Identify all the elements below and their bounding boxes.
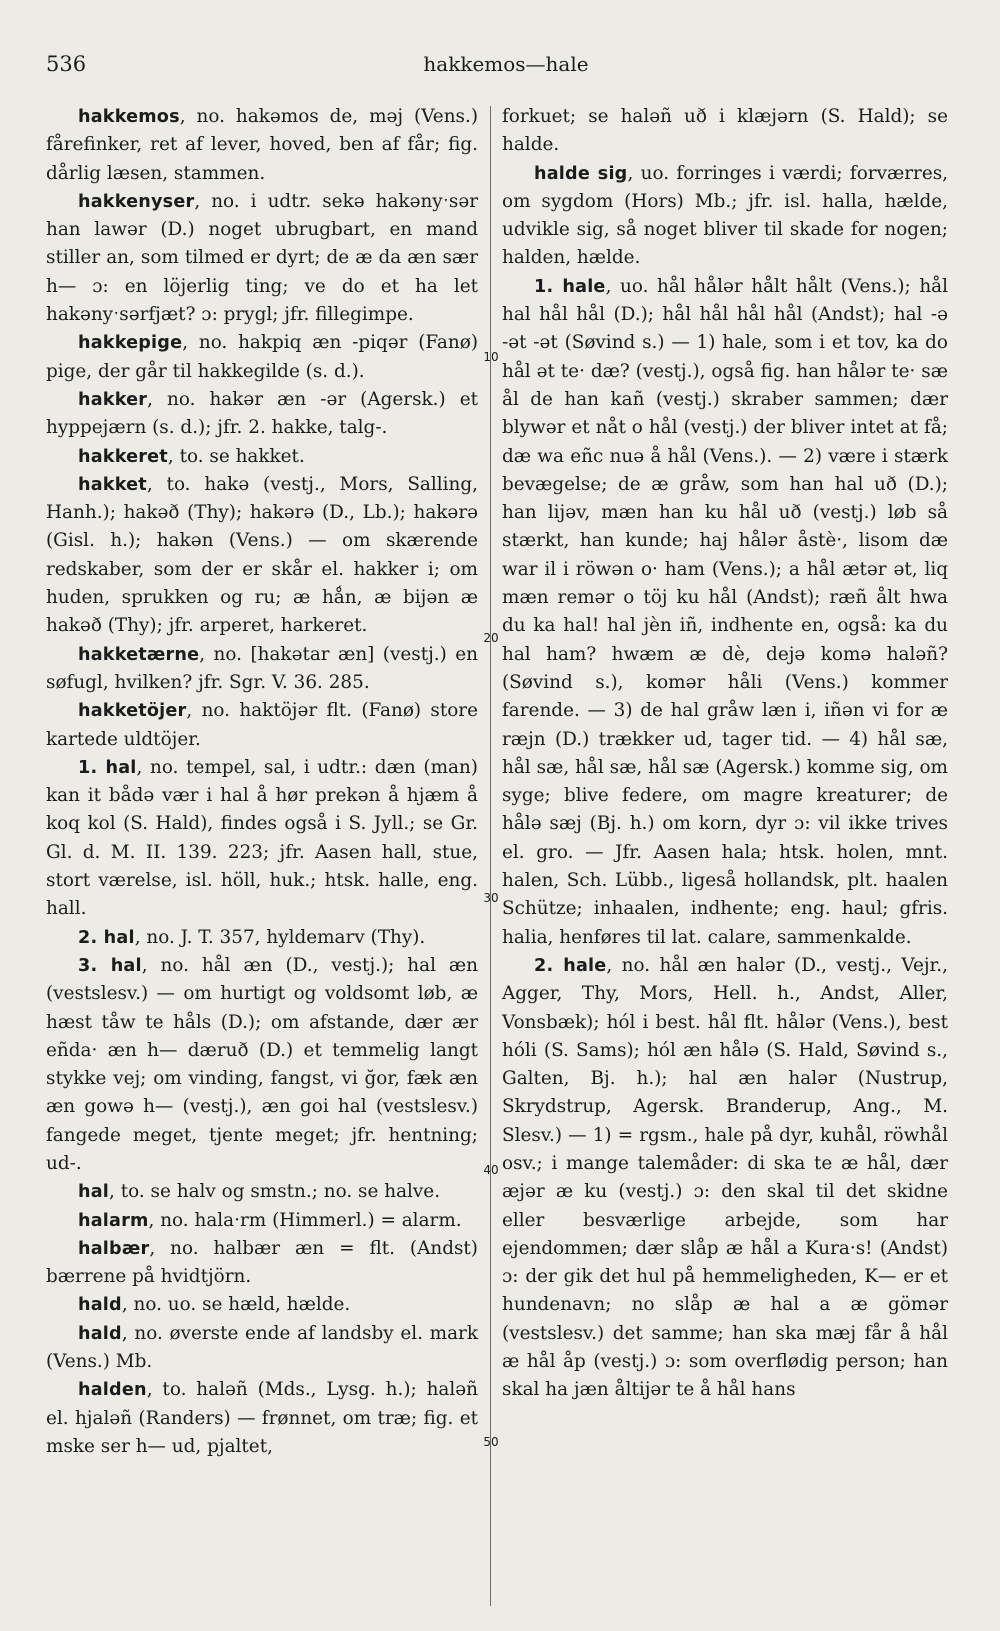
entry-headword: hald xyxy=(78,1323,122,1344)
entry-headword: halde sig xyxy=(534,163,628,184)
line-marker: 20 xyxy=(483,631,499,645)
entry-text: , no. øverste ende af landsby el. mark (Vens.) Mb. xyxy=(46,1322,478,1373)
entry-headword: hald xyxy=(78,1295,122,1316)
dictionary-entry xyxy=(46,1320,478,1377)
entry-headword: hal xyxy=(78,1182,110,1203)
entry-headword: hakkeret xyxy=(78,446,168,467)
entry-headword: halarm xyxy=(78,1210,149,1231)
entry-text: , no. halbær æn = flt. (Andst) bærrene på hvidtjörn. xyxy=(46,1237,478,1288)
entry-text: , no. J. T. 357, hyldemarv (Thy). xyxy=(134,926,426,948)
entry-text: , no. [hakətar æn] (vestj.) en søfugl, hvilken? jfr. Sgr. V. 36. 285. xyxy=(46,643,478,693)
entry-headword: 3. hal xyxy=(78,955,142,976)
dictionary-entry xyxy=(46,1235,478,1292)
dictionary-entry xyxy=(46,1207,478,1235)
entry-headword: hakketöjer xyxy=(78,701,187,722)
entry-text: , to. se halv og smstn.; no. se halve. xyxy=(109,1181,441,1203)
entry-headword: hakkemos xyxy=(78,107,180,127)
entry-headword: hakketærne xyxy=(78,644,200,665)
entry-text: , no. uo. se hæld, hælde. xyxy=(121,1294,351,1316)
entry-text: , uo. forringes i værdi; forværres, om sygdom (Hors) Mb.; jfr. isl. halla, hælde, udvikle sig, så noget bliver til skade for nogen; halden, hælde. xyxy=(502,162,948,269)
right-column xyxy=(502,103,948,1405)
entry-headword: 1. hal xyxy=(78,757,137,778)
line-marker: 40 xyxy=(483,1163,499,1177)
dictionary-entry xyxy=(46,386,478,443)
entry-headword: 2. hal xyxy=(78,927,135,948)
entry-text: , to. se hakket. xyxy=(167,445,305,467)
dictionary-entry xyxy=(46,471,478,641)
dictionary-entry xyxy=(46,924,478,952)
entry-headword: hakkepige xyxy=(78,333,183,354)
running-head: hakkemos—hale xyxy=(423,52,589,76)
entry-text: , no. hakər æn -ər (Agersk.) et hyppejærn (s. d.); jfr. 2. hakke, talg-. xyxy=(46,388,478,439)
dictionary-entry xyxy=(46,754,478,924)
entry-headword: hakker xyxy=(78,389,148,410)
line-marker: 30 xyxy=(483,891,499,905)
dictionary-entry xyxy=(46,697,478,754)
dictionary-entry xyxy=(46,1376,478,1461)
entry-text: , no. hakpiq æn -piqər (Fanø) pige, der går til hakkegilde (s. d.). xyxy=(46,332,478,382)
entry-text: , no. tempel, sal, i udtr.: dæn (man) kan it bådə vær i hal å hør prekən å hjæm å koq kol (S. Hald), findes også i S. Jyll.; se Gr. Gl. d. M. II. 139. 223; jfr. Aasen hall, stue, stort værelse, isl. höll, huk.; htsk. halle, eng. hall. xyxy=(46,756,478,920)
entry-text: , no. hakəmos de, məj (Vens.) fårefinker, ret af lever, hoved, ben af får; fig. dårlig læsen, stammen. xyxy=(46,106,478,184)
dictionary-entry xyxy=(502,273,948,952)
line-marker: 50 xyxy=(483,1435,499,1449)
dictionary-entry xyxy=(46,952,478,1178)
left-column xyxy=(46,103,478,1461)
column-divider xyxy=(490,106,491,1606)
entry-text: , to. haləñ (Mds., Lysg. h.); haləñ el. hjaləñ (Randers) — frønnet, om træ; fig. et mske ser h— ud, pjaltet, xyxy=(46,1379,478,1457)
dictionary-entry xyxy=(46,443,478,471)
entry-text: , uo. hål hålər hålt hålt (Vens.); hål hal hål hål (D.); hål hål hål hål (Andst); hal -ə -ət -ət (Søvind s.) — 1) hale, som i et tov, ka do hål ət te· dæ? (vestj.), også fig. han hålər te· sæ ål de han kañ (vestj.) skraber sammen; dær blywər et nåt o hål (vestj.) der bliver intet at få; dæ wa eñc nuə å hål (Vens.). — 2) være i stærk bevægelse; de æ gråw, som han hal uð (D.); han lijəv, mæn han ku hål uð (vestj.) løb så stærkt, han kunde; haj hålər åstè·, lisom dæ war il i röwən o· ham (Vens.); a hål ætər ət, liq mæn remər o töj ku hål (Andst); ræñ ålt hwa du ka hal! hal jèn iñ, indhente en, også: ka du hal ham? hwæm æ dè, dejə komə haləñ? (Søvind s.), komər håli (Vens.) kommer farende. — 3) de hal gråw læn i, iñən vi for æ ræjn (D.) trækker ud, tager tid. — 4) hål sæ, hål sæ, hål sæ, hål sæ (Agersk.) komme sig, om syge; blive federe, om magre kreaturer; de hålə sæj (Bj. h.) om korn, dyr ɔ: vil ikke trives el. gro. — Jfr. Aasen hala; htsk. holen, mnt. halen, Sch. Lübb., ligeså hollandsk, plt. haalen Schütze; inhaalen, indhente; eng. haul; gfris. halia, henføres til lat. calare, sammenkalde. xyxy=(502,275,949,948)
dictionary-entry xyxy=(46,188,478,329)
entry-headword: hakkenyser xyxy=(78,191,195,212)
entry-text: , to. hakə (vestj., Mors, Salling, Hanh.); hakəð (Thy); hakərə (D., Lb.); hakərə (Gisl. h.); hakən (Vens.) — om skærende redskaber, som der er skår el. hakker i; om huden, sprukken og ru; æ hǻn, æ bijən æ hakəð (Thy); jfr. arperet, harkeret. xyxy=(46,473,478,637)
entry-text: , no. i udtr. sekə hakənyˑsər han lawər (D.) noget ubrugbart, en mand stiller an, som tilmed er dyrt; de æ da æn sær h— ɔ: en löjerlig ting; ve do et ha let hakənyˑsərfjæt? ɔ: prygl; jfr. fillegimpe. xyxy=(46,190,478,326)
entry-headword: halden xyxy=(78,1380,147,1401)
dictionary-entry xyxy=(502,103,948,160)
dictionary-entry xyxy=(46,329,478,386)
entry-text: , no. hål æn (D., vestj.); hal æn (vestslesv.) — om hurtigt og voldsomt løb, æ hæst tåw te håls (D.); om afstande, dær ær eñda· æn h— dæruð (D.) et temmelig langt stykke vej; om vinding, fangst, vi ğor, fæk æn æn gowə h— (vestj.), æn goi hal (vestslesv.) fangede meget, tjente meget; jfr. hentning; ud-. xyxy=(46,954,478,1174)
entry-headword: hakket xyxy=(78,474,147,495)
page-number: 536 xyxy=(46,52,87,76)
dictionary-entry xyxy=(46,103,478,188)
line-marker: 10 xyxy=(483,350,499,364)
entry-headword: 2. hale xyxy=(534,955,607,976)
entry-text: , no. haktöjər flt. (Fanø) store kartede uldtöjer. xyxy=(46,700,478,750)
entry-text: , no. hala·rm (Himmerl.) = alarm. xyxy=(148,1209,462,1231)
dictionary-entry xyxy=(46,1178,478,1206)
entry-headword: halbær xyxy=(78,1238,150,1259)
page-header xyxy=(46,52,966,82)
entry-text: forkuet; se haləñ uð i klæjərn (S. Hald); se halde. xyxy=(502,106,948,156)
dictionary-entry xyxy=(46,1291,478,1319)
dictionary-entry xyxy=(502,160,948,273)
dictionary-entry xyxy=(46,641,478,698)
entry-headword: 1. hale xyxy=(534,276,606,297)
entry-text: , no. hål æn halər (D., vestj., Vejr., Agger, Thy, Mors, Hell. h., Andst, Aller, Vonsbæk); hól i best. hål flt. hålər (Vens.), best hóli (S. Sams); hól æn hålə (S. Hald, Søvind s., Galten, Bj. h.); hal æn halər (Nustrup, Skrydstrup, Agersk. Branderup, Ang., M. Slesv.) — 1) = rgsm., hale på dyr, kuhål, röwhål osv.; i mange talemåder: di ska te æ hål, dær æjər æ ku (vestj.) ɔ: den skal til det skidne eller besværlige arbejde, som har ejendommen; dær slåp æ hål a Kura·s! (Andst) ɔ: der gik det hul på hemmeligheden, K— er et hundenavn; no slåp æ hal a æ gömər (vestslesv.) det samme; han ska mæj får å hål æ hål åp (vestj.) ɔ: som overflødig person; han skal ha jæn åltijər te å hål hans xyxy=(502,954,949,1401)
dictionary-entry xyxy=(502,952,948,1405)
